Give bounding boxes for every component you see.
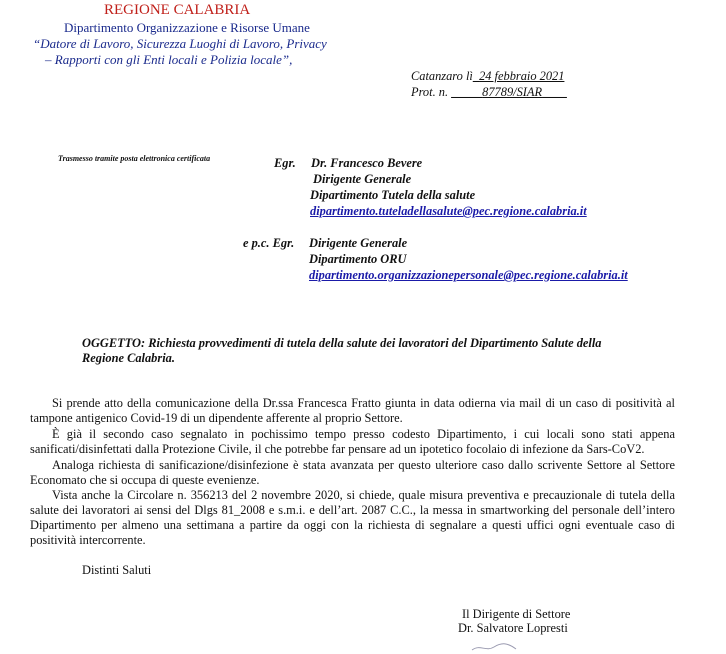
- to-dept: Dipartimento Tutela della salute: [310, 188, 476, 202]
- to-name: Dr. Francesco Bevere: [311, 156, 423, 170]
- protocol-line: [411, 85, 567, 100]
- prot-label: Prot. n.: [411, 85, 449, 99]
- handwritten-signature: [470, 640, 530, 654]
- cc-dept: Dipartimento ORU: [309, 252, 407, 266]
- date-line: [411, 69, 564, 84]
- body-paragraph-1: Si prende atto della comunicazione della Dr.ssa Francesca Fratto giunta in data odierna via mail di un caso di positività al tampone antigenico Covid-19 di un dipendente afferente al proprio Settore.: [30, 396, 675, 425]
- cc-role: Dirigente Generale: [309, 236, 408, 250]
- to-role: Dirigente Generale: [313, 172, 412, 186]
- unit-name-line1: “Datore di Lavoro, Sicurezza Luoghi di Lavoro, Privacy: [33, 36, 327, 51]
- date-value: _24 febbraio 2021: [472, 69, 565, 83]
- place-label: Catanzaro lì: [411, 69, 473, 83]
- department-name: Dipartimento Organizzazione e Risorse Umane: [64, 20, 310, 35]
- prot-number: _____87789/SIAR____: [451, 85, 567, 99]
- region-title: REGIONE CALABRIA: [104, 2, 251, 18]
- signature-title: Il Dirigente di Settore: [462, 607, 571, 621]
- transmission-note: Trasmesso tramite posta elettronica certificata: [58, 154, 211, 163]
- body-paragraph-2: È già il secondo caso segnalato in pochissimo tempo presso codesto Dipartimento, i cui locali sono stati appena sanificati/disinfettati dalla Protezione Civile, il che potrebbe far pensare ad un ipotetico focolaio di infezione da Sars-CoV2.: [30, 427, 675, 456]
- subject-line2: Regione Calabria.: [82, 351, 175, 365]
- signature-name: Dr. Salvatore Lopresti: [458, 621, 568, 635]
- closing-salutation: Distinti Saluti: [82, 563, 152, 577]
- cc-email-link[interactable]: dipartimento.organizzazionepersonale@pec.regione.calabria.it: [309, 268, 628, 282]
- subject-line1: OGGETTO: Richiesta provvedimenti di tutela della salute dei lavoratori del Dipartimento Salute della: [82, 336, 602, 350]
- to-prefix: Egr.: [274, 156, 296, 170]
- body-paragraph-4: Vista anche la Circolare n. 356213 del 2 novembre 2020, si chiede, quale misura preventiva e precauzionale di tutela della salute dei lavoratori ai sensi del Dlgs 81_2008 e s.m.i. e dell’art. 2087 C.C., la messa in smartworking del personale dell’intero Dipartimento per almeno una settimana a partire da oggi con la richiesta di segnalare a questi uffici ogni eventuale caso di positività intercorrente.: [30, 488, 675, 547]
- to-email-link[interactable]: dipartimento.tuteladellasalute@pec.regione.calabria.it: [310, 204, 587, 218]
- cc-prefix: e p.c. Egr.: [243, 236, 295, 250]
- body-paragraph-3: Analoga richiesta di sanificazione/disinfezione è stata avanzata per questo ulteriore caso dallo scrivente Settore al Settore Economato che si occupa di queste evenienze.: [30, 458, 675, 487]
- unit-name-line2: – Rapporti con gli Enti locali e Polizia locale”,: [45, 52, 293, 67]
